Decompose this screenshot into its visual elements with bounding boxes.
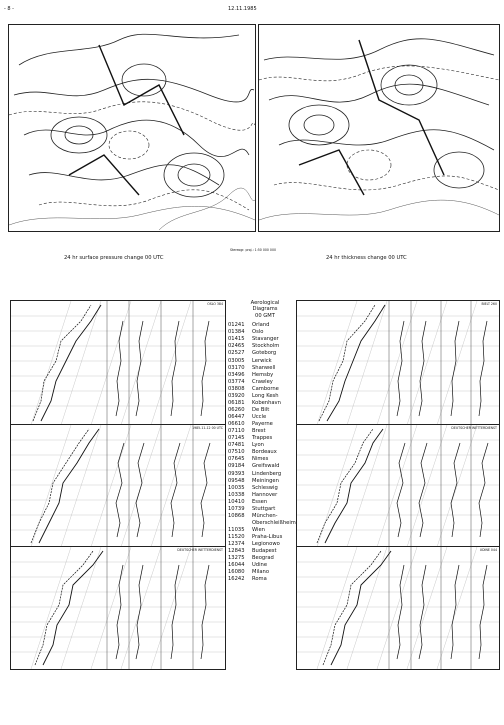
station-name: Greifswald: [252, 463, 280, 470]
legend-title-line-3: 00 GMT: [255, 312, 275, 319]
panel-tag: DEUTSCHER WETTERDIENST: [451, 426, 497, 430]
station-name: Legionowo: [252, 541, 280, 548]
station-name: Stockholm: [252, 343, 280, 350]
station-row: [228, 456, 302, 463]
station-name: Camborne: [252, 385, 279, 392]
station-name: Lerwick: [252, 357, 272, 364]
station-code: 07110: [228, 428, 245, 435]
station-code: 01384: [228, 329, 245, 336]
station-name: Oslo: [252, 329, 264, 336]
station-code: 03005: [228, 357, 245, 364]
station-row: [228, 471, 302, 478]
station-row: [228, 555, 302, 562]
station-code: 10035: [228, 484, 245, 491]
station-code: 06181: [228, 399, 245, 406]
aerological-diagram-right-1: [296, 300, 500, 426]
station-code: 07645: [228, 456, 245, 463]
station-code: 10410: [228, 498, 245, 505]
station-code: 03774: [228, 378, 245, 385]
station-code: 07510: [228, 449, 245, 456]
panel-tag: OSLO 384: [207, 302, 223, 306]
station-name: Udine: [252, 562, 268, 569]
station-name: Crawley: [252, 378, 273, 385]
aerological-diagram-right-2: [296, 424, 500, 548]
station-code: 06260: [228, 406, 245, 413]
station-code: 12843: [228, 548, 245, 555]
station-name: De Bilt: [252, 406, 270, 413]
projection-label: Stereogr. proj.: 1:50 000 000: [230, 248, 277, 252]
station-name: Stuttgart: [252, 505, 276, 512]
station-name: Orland: [252, 322, 270, 329]
station-code: 06447: [228, 414, 245, 421]
station-row: [228, 329, 302, 336]
legend-title-line-1: Aerological: [250, 300, 280, 306]
station-row: [228, 414, 302, 421]
station-row: [228, 506, 302, 513]
aerological-diagram-left-2: [10, 424, 226, 548]
station-code: 07481: [228, 442, 245, 449]
station-row: [228, 576, 302, 583]
station-code: 09184: [228, 463, 245, 470]
station-row: [228, 485, 302, 492]
station-code: 02465: [228, 343, 245, 350]
station-name: Payerne: [252, 421, 273, 428]
thickness-contours: [259, 25, 499, 231]
station-row: [228, 343, 302, 350]
station-row: [228, 463, 302, 470]
station-row: [228, 428, 302, 435]
page-number: - 8 -: [4, 6, 14, 12]
station-name: Budapest: [252, 548, 277, 555]
station-code: 10739: [228, 505, 245, 512]
station-name: Schleswig: [252, 484, 278, 491]
aerological-diagram-right-3: [296, 546, 500, 670]
station-name: Shanwell: [252, 364, 276, 371]
station-name: Essen: [252, 498, 268, 505]
station-code: 01241: [228, 322, 245, 329]
aerological-diagram-left-1: [10, 300, 226, 426]
station-row: [228, 365, 302, 372]
station-name: Roma: [252, 576, 267, 583]
station-row: [228, 492, 302, 499]
station-row: [228, 499, 302, 506]
panel-tag: 1985-11-12 00 UTC: [192, 426, 223, 430]
station-name: Meiningen: [252, 477, 279, 484]
station-code: 02527: [228, 350, 245, 357]
station-row: [228, 435, 302, 442]
station-name: Long Kesh: [252, 392, 279, 399]
station-name: Nimes: [252, 456, 269, 463]
station-name: Hannover: [252, 491, 278, 498]
station-row: [228, 534, 302, 541]
station-code: 16044: [228, 562, 245, 569]
station-row: [228, 407, 302, 414]
station-name: Lyon: [252, 442, 264, 449]
station-code: 12374: [228, 541, 245, 548]
aerological-diagram-left-3: [10, 546, 226, 670]
station-row: [228, 393, 302, 400]
panel-tag: BIELT 260: [481, 302, 497, 306]
station-code: 11035: [228, 527, 245, 534]
station-row: [228, 442, 302, 449]
station-row: [228, 400, 302, 407]
station-row: [228, 358, 302, 365]
left-map-caption: 24 hr surface pressure change 00 UTC: [64, 255, 164, 261]
station-code: 03920: [228, 392, 245, 399]
station-row: [228, 520, 302, 527]
panel-tag: DEUTSCHER WETTERDIENST: [177, 548, 223, 552]
station-name: Oberschleißheim: [252, 519, 296, 526]
station-row: [228, 527, 302, 534]
station-row: [228, 548, 302, 555]
station-row: [228, 478, 302, 485]
station-name: Milano: [252, 569, 269, 576]
station-code: 16080: [228, 569, 245, 576]
station-row: [228, 336, 302, 343]
station-code: 03808: [228, 385, 245, 392]
station-list: [228, 322, 302, 583]
skewt-chart: [297, 547, 499, 669]
station-code: 01415: [228, 336, 245, 343]
station-name: Brest: [252, 428, 266, 435]
legend-title-line-2: Diagrams: [252, 306, 278, 313]
station-row: [228, 322, 302, 329]
station-name: Wien: [252, 527, 265, 534]
station-code: 11520: [228, 534, 245, 541]
station-legend: [228, 300, 302, 584]
station-code: 10338: [228, 491, 245, 498]
surface-pressure-contours: [9, 25, 255, 231]
station-name: Goteborg: [252, 350, 277, 357]
station-name: Kobenhavn: [252, 399, 281, 406]
station-row: [228, 569, 302, 576]
station-row: [228, 372, 302, 379]
station-code: 09393: [228, 470, 245, 477]
station-name: Stavanger: [252, 336, 279, 343]
station-name: Lindenberg: [252, 470, 282, 477]
skewt-chart: [297, 425, 499, 547]
station-name: Praha-Libus: [252, 534, 283, 541]
station-name: Bordeaux: [252, 449, 277, 456]
station-name: Uccle: [252, 414, 267, 421]
page-date: 12.11.1985: [228, 6, 257, 12]
station-name: Beograd: [252, 555, 274, 562]
station-name: München-: [252, 512, 278, 519]
station-row: [228, 541, 302, 548]
station-name: Hemsby: [252, 371, 274, 378]
station-code: 06610: [228, 421, 245, 428]
station-code: 10868: [228, 512, 245, 519]
station-code: [228, 520, 252, 527]
station-code: 03170: [228, 364, 245, 371]
legend-title: [228, 300, 302, 319]
panel-tag: UDINE 044: [479, 548, 497, 552]
right-map-caption: 24 hr thickness change 00 UTC: [326, 255, 407, 261]
station-row: [228, 513, 302, 520]
station-code: 07145: [228, 435, 245, 442]
station-code: 16242: [228, 576, 245, 583]
station-row: [228, 562, 302, 569]
station-code: 09548: [228, 477, 245, 484]
station-row: [228, 449, 302, 456]
station-row: [228, 421, 302, 428]
thickness-change-map: [258, 24, 500, 232]
skewt-chart: [11, 425, 225, 547]
surface-pressure-change-map: [8, 24, 256, 232]
skewt-chart: [11, 547, 225, 669]
skewt-chart: [297, 301, 499, 425]
station-name: Trappes: [252, 435, 273, 442]
station-row: [228, 350, 302, 357]
station-row: [228, 379, 302, 386]
station-row: [228, 386, 302, 393]
station-code: 03496: [228, 371, 245, 378]
skewt-chart: [11, 301, 225, 425]
station-code: 13275: [228, 555, 245, 562]
